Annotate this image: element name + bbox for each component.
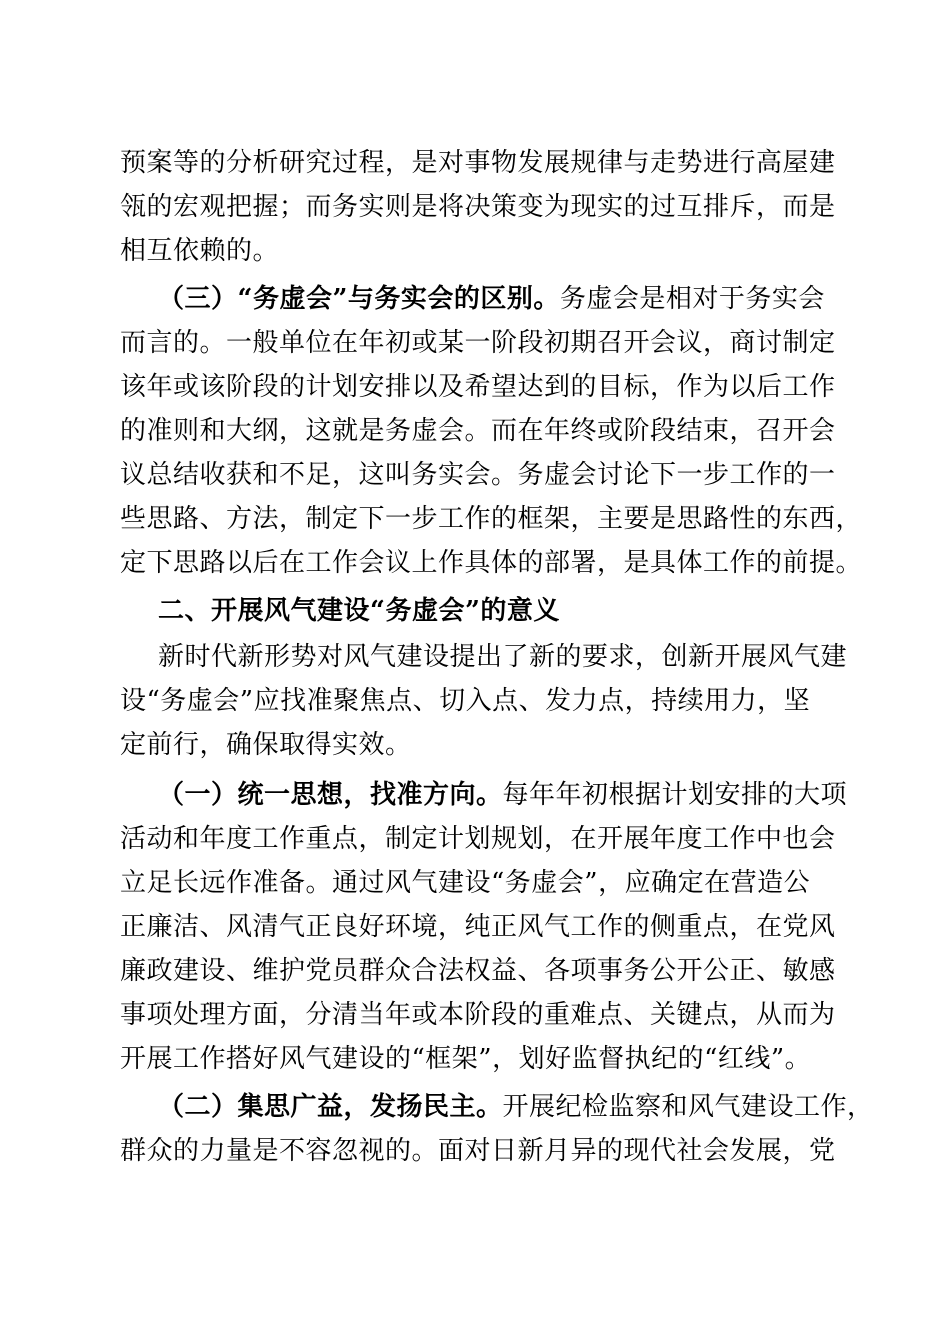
body-text-line: 设“务虚会”应找准聚焦点、切入点、发力点，持续用力，坚 — [120, 686, 811, 716]
body-text-line: 相互依赖的。 — [120, 236, 280, 266]
body-text-line: 新时代新形势对风气建设提出了新的要求，创新开展风气建 — [158, 642, 848, 672]
body-text-line: 群众的力量是不容忽视的。面对日新月异的现代社会发展，党 — [120, 1136, 836, 1166]
body-text-line: 该年或该阶段的计划安排以及希望达到的目标，作为以后工作 — [120, 372, 836, 402]
body-text-line: 定前行，确保取得实效。 — [120, 730, 412, 760]
subsection-1-first-line — [158, 778, 847, 812]
subsection-1-first-line-text: 每年年初根据计划安排的大项 — [502, 780, 848, 810]
body-text-line: 事项处理方面，分清当年或本阶段的重难点、关键点，从而为 — [120, 1000, 836, 1030]
body-text-line: 开展工作搭好风气建设的“框架”，划好监督执纪的“红线”。 — [120, 1044, 812, 1074]
body-text-line: 立足长远作准备。通过风气建设“务虚会”，应确定在营造公 — [120, 868, 811, 898]
body-text-line: 瓴的宏观把握；而务实则是将决策变为现实的过互排斥，而是 — [120, 192, 836, 222]
subsection-2-heading: （二）集思广益，发扬民主。 — [158, 1092, 503, 1122]
body-text-line: 廉政建设、维护党员群众合法权益、各项事务公开公正、敏感 — [120, 956, 836, 986]
body-text-line: 活动和年度工作重点，制定计划规划，在开展年度工作中也会 — [120, 824, 836, 854]
body-text-line: 而言的。一般单位在年初或某一阶段初期召开会议，商讨制定 — [120, 328, 836, 358]
chapter-2-heading: 二、开展风气建设“务虚会”的意义 — [158, 596, 560, 626]
body-text-line: 些思路、方法，制定下一步工作的框架，主要是思路性的东西， — [120, 504, 863, 534]
subsection-2-first-line-text: 开展纪检监察和风气建设工作， — [502, 1092, 874, 1122]
section-3-first-line-text: 务虚会是相对于务实会 — [559, 284, 825, 314]
subsection-1-heading: （一）统一思想，找准方向。 — [158, 780, 503, 810]
body-text-line: 预案等的分析研究过程，是对事物发展规律与走势进行高屋建 — [120, 148, 836, 178]
subsection-2-first-line — [158, 1090, 874, 1124]
body-text-line: 的准则和大纲，这就是务虚会。而在年终或阶段结束，召开会 — [120, 416, 836, 446]
body-text-line: 正廉洁、风清气正良好环境，纯正风气工作的侧重点，在党风 — [120, 912, 836, 942]
body-text-line: 议总结收获和不足，这叫务实会。务虚会讨论下一步工作的一 — [120, 460, 836, 490]
section-3-heading: （三）“务虚会”与务实会的区别。 — [158, 284, 560, 314]
body-text-line: 定下思路以后在工作会议上作具体的部署，是具体工作的前提。 — [120, 548, 863, 578]
section-3-first-line — [158, 282, 825, 316]
